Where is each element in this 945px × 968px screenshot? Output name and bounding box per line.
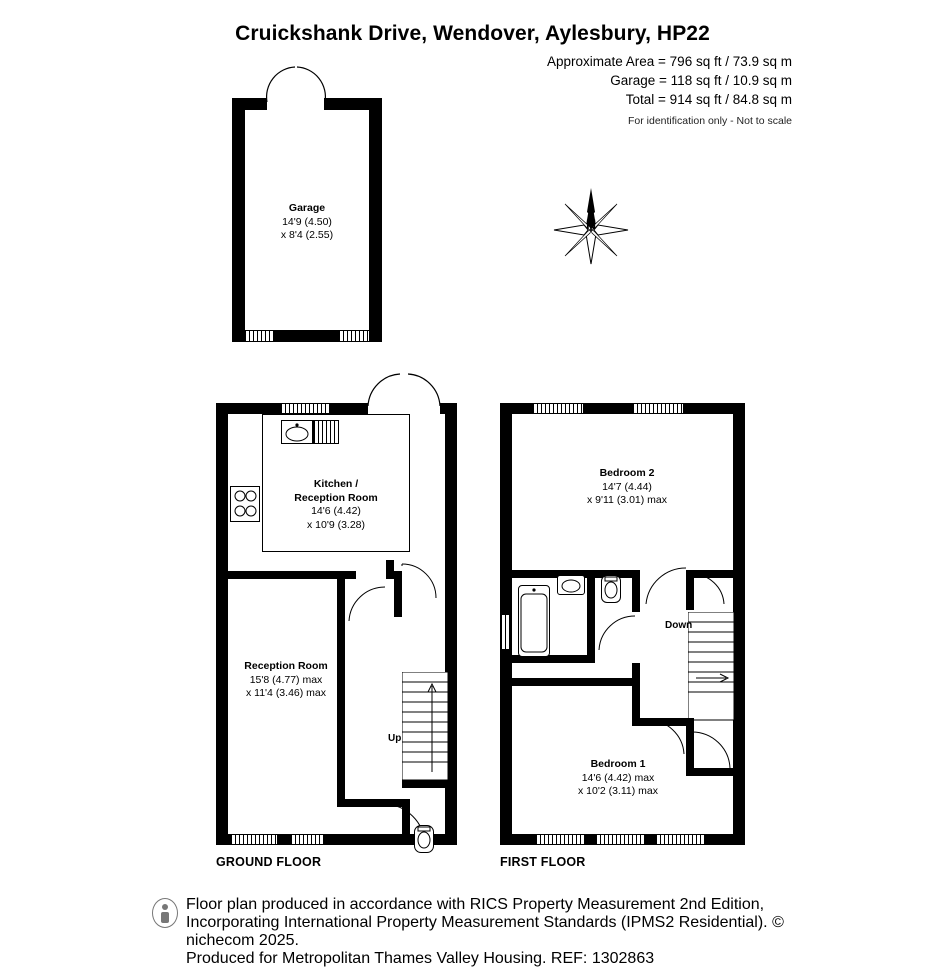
- gf-stair-wall: [402, 780, 450, 788]
- gf-kitchen-label-line2: Reception Room: [294, 491, 378, 504]
- gf-hob-icon: [230, 486, 260, 522]
- area-summary: [547, 52, 792, 131]
- garage-door-swing-icon: [265, 62, 327, 109]
- page-title: Cruickshank Drive, Wendover, Aylesbury, HP22: [235, 22, 710, 45]
- ff-window-top-right: [633, 404, 683, 413]
- ff-bathroom-door-swing-icon: [597, 614, 637, 657]
- ff-bedroom2-label-text: Bedroom 2: [599, 467, 655, 479]
- footer-line-3: Produced for Metropolitan Thames Valley Housing. REF: 1302863: [186, 950, 655, 967]
- ff-bedroom2-dim-1: 14'7 (4.44): [602, 480, 652, 493]
- approximate-area-text: Approximate Area = 796 sq ft / 73.9 sq m: [546, 54, 792, 69]
- gf-toilet-icon: [414, 825, 434, 853]
- ff-basin-icon: [557, 575, 585, 595]
- ff-bath-icon: [518, 585, 550, 657]
- gf-kitchen-label: [266, 478, 406, 532]
- gf-wall-left: [216, 403, 228, 845]
- footer-line-1: Floor plan produced in accordance with RICS Property Measurement 2nd Edition,: [186, 896, 765, 913]
- ff-window-top-left: [533, 404, 583, 413]
- ff-bedroom1-label: [538, 758, 698, 799]
- ff-bedroom1-dim-1: 14'6 (4.42) max: [581, 771, 655, 784]
- north-compass-icon: [548, 186, 634, 272]
- gf-internal-wall-horizontal-1: [216, 571, 356, 579]
- gf-door-swing-2-icon: [345, 585, 387, 628]
- garage-window-bottom-left: [245, 331, 273, 341]
- gf-window-bottom-left: [231, 835, 277, 844]
- ff-internal-wall-vertical-3: [632, 663, 640, 725]
- ff-bedroom2-dim-2: x 9'11 (3.01) max: [586, 494, 667, 506]
- ff-door-swing-2-icon: [690, 572, 726, 611]
- compass-north-label: N: [585, 216, 597, 232]
- ff-bedroom1-dim-2: x 10'2 (3.11) max: [577, 785, 658, 797]
- gf-door-swing-1-icon: [400, 560, 444, 605]
- footer-line-2: Incorporating International Property Measurement Standards (IPMS2 Residential). © nichecom 2025.: [186, 914, 784, 949]
- gf-kitchen-dim-2: x 10'9 (3.28): [306, 518, 366, 531]
- ff-internal-wall-horizontal-3: [500, 678, 640, 686]
- ff-door-swing-1-icon: [644, 566, 688, 611]
- garage-room-label: [237, 202, 377, 243]
- ff-window-bottom-right: [596, 835, 644, 844]
- gf-reception-dim-1: 15'8 (4.77) max: [249, 673, 323, 686]
- disclaimer-text: For identification only - Not to scale: [628, 115, 792, 127]
- ff-bathroom-window: [501, 615, 510, 649]
- garage-dim-1: 14'9 (4.50): [282, 215, 332, 228]
- gf-kitchen-label-line1: Kitchen /: [313, 478, 359, 490]
- gf-sink-icon: [281, 420, 313, 444]
- total-area-text: Total = 914 sq ft / 84.8 sq m: [625, 92, 792, 107]
- ground-floor-caption: GROUND FLOOR: [216, 855, 322, 869]
- ff-toilet-icon: [601, 575, 621, 603]
- ff-bedroom1-label-text: Bedroom 1: [590, 758, 646, 770]
- gf-window-bottom-right: [291, 835, 323, 844]
- footer-disclaimer: [186, 896, 806, 968]
- ff-bathroom-wall-right: [587, 578, 595, 663]
- gf-reception-label: [206, 660, 366, 701]
- gf-kitchen-dim-1: 14'6 (4.42): [311, 505, 361, 517]
- ff-bedroom2-label: [552, 467, 702, 508]
- garage-label-text: Garage: [288, 202, 326, 214]
- gf-patio-door-swing-icon: [366, 370, 444, 413]
- ff-internal-wall-vertical-1: [632, 570, 640, 612]
- gf-reception-label-text: Reception Room: [244, 660, 328, 672]
- ff-window-bottom-left: [536, 835, 584, 844]
- first-floor-caption: FIRST FLOOR: [500, 855, 586, 869]
- gf-internal-wall-stub-1: [386, 560, 394, 579]
- gf-window-top: [281, 404, 329, 413]
- garage-dim-2: x 8'4 (2.55): [280, 229, 334, 241]
- gf-reception-dim-2: x 11'4 (3.46) max: [245, 687, 326, 699]
- garage-area-text: Garage = 118 sq ft / 10.9 sq m: [610, 73, 792, 88]
- ff-stair-down-label: Down: [665, 620, 693, 631]
- gf-stair-up-label: Up: [388, 733, 402, 744]
- rics-person-icon: [152, 898, 178, 928]
- ff-window-bottom-right-2: [656, 835, 704, 844]
- ff-door-swing-3-icon: [646, 718, 686, 761]
- gf-appliance-icon: [313, 420, 339, 444]
- garage-window-bottom-right: [339, 331, 369, 341]
